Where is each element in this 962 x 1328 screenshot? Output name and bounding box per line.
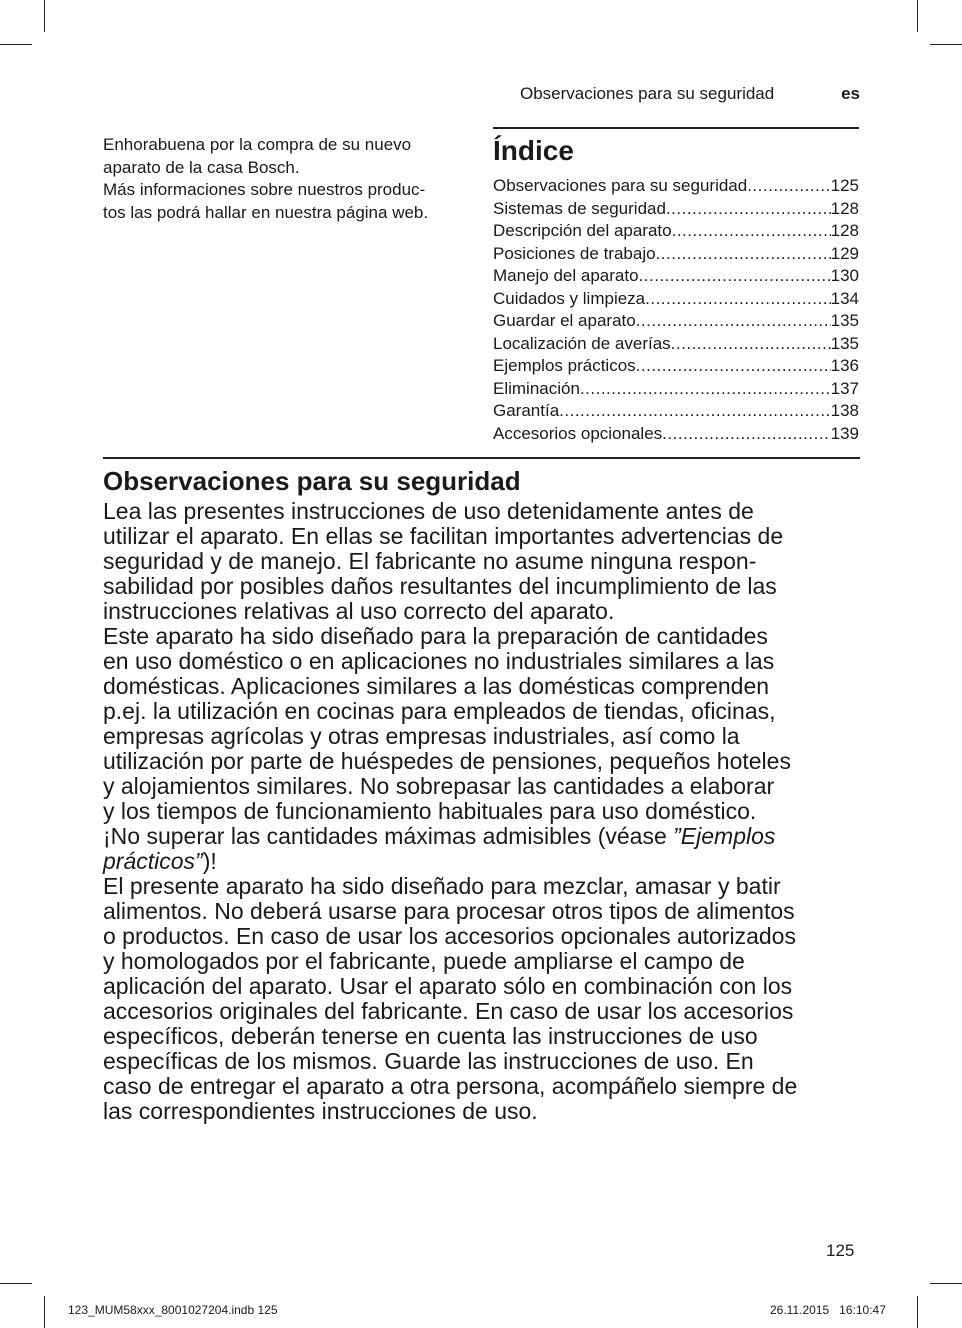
toc-entry[interactable] [493,220,859,243]
toc-entry-page: 136 [830,356,859,375]
toc-leader-dots [662,423,830,446]
toc-entry[interactable] [493,423,859,446]
cross-reference: ”Ejemplos [673,823,776,849]
toc-entry-label: Cuidados y limpieza [493,288,646,308]
section-title: Observaciones para su seguridad [103,466,521,496]
toc-leader-dots [645,288,830,311]
toc-entry-label: Accesorios opcionales [493,423,663,443]
body-line: y alojamientos similares. No sobrepasar las cantidades a elaborar [103,773,775,799]
toc-entry-page: 138 [830,401,859,420]
crop-mark [44,0,45,32]
toc-entry-page: 130 [830,266,859,285]
body-line [103,849,860,874]
toc-leader-dots [636,355,831,378]
header-language-code: es [841,84,860,103]
section-rule [103,457,860,459]
toc-entry-page: 135 [830,311,859,330]
warning-text: ¡No superar las cantidades máximas admisibles (véase [103,823,674,849]
toc-leader-dots [559,400,830,423]
intro-line: tos las podrá hallar en nuestra página web. [103,202,429,222]
intro-text [103,134,473,224]
header-section-title: Observaciones para su seguridad [520,84,775,103]
toc-entry-page: 137 [830,378,859,398]
toc-leader-dots [671,333,831,356]
body-line: seguridad y de manejo. El fabricante no asume ninguna respon- [103,548,757,574]
toc-leader-dots [636,310,831,333]
toc-entry-label: Sistemas de seguridad [493,198,666,218]
toc-entry[interactable] [493,333,859,356]
body-line: específicos, deberán tenerse en cuenta las instrucciones de uso [103,1023,758,1049]
body-line: utilización por parte de huéspedes de pensiones, pequeños hoteles [103,748,791,774]
toc-entry[interactable] [493,378,859,401]
footer-timestamp: 26.11.2015 16:10:47 [770,1303,886,1317]
page-number: 125 [826,1241,855,1260]
toc-entry-label: Guardar el aparato [493,311,636,330]
body-line: accesorios originales del fabricante. En caso de usar los accesorios [103,998,794,1024]
body-line: p.ej. la utilización en cocinas para empleados de tiendas, oficinas, [103,698,776,724]
body-line: empresas agrícolas y otras empresas industriales, así como la [103,723,740,749]
cross-reference: prácticos” [103,848,203,874]
body-line: aplicación del aparato. Usar el aparato sólo en combinación con los [103,973,793,999]
body-line: caso de entregar el aparato a otra persona, acompáñelo siempre de [103,1073,798,1099]
crop-mark [930,1283,962,1284]
body-line: instrucciones relativas al uso correcto del aparato. [103,598,615,624]
toc-entry[interactable] [493,243,859,266]
crop-mark [0,1283,32,1284]
body-line: utilizar el aparato. En ellas se facilitan importantes advertencias de [103,523,784,549]
crop-mark [44,1296,45,1328]
toc-leader-dots [747,175,830,198]
toc-entry-label: Descripción del aparato [493,221,672,240]
toc-entry[interactable] [493,355,859,378]
body-line: domésticas. Aplicaciones similares a las domésticas comprenden [103,673,770,699]
toc-entry-label: Manejo del aparato [493,266,639,285]
body-line: las correspondientes instrucciones de uso. [103,1098,538,1124]
intro-line: Más informaciones sobre nuestros produc- [103,180,426,199]
toc-entry-page: 139 [830,423,859,443]
toc-entry[interactable] [493,198,859,221]
body-line: sabilidad por posibles daños resultantes del incumplimiento de las [103,573,777,599]
body-line: alimentos. No deberá usarse para procesar otros tipos de alimentos [103,898,795,924]
toc-leader-dots [580,378,831,401]
safety-section [103,457,860,1124]
toc-entry[interactable] [493,310,859,333]
intro-line: aparato de la casa Bosch. [103,157,300,177]
toc-list [493,175,859,445]
toc-entry-label: Posiciones de trabajo [493,243,656,263]
toc-entry-label: Eliminación [493,378,580,398]
toc-leader-dots [639,265,831,288]
table-of-contents [493,127,859,445]
toc-entry-page: 135 [830,333,859,353]
intro-line: Enhorabuena por la compra de su nuevo [103,135,412,154]
toc-entry[interactable] [493,265,859,288]
toc-entry-label: Ejemplos prácticos [493,356,636,375]
toc-entry[interactable] [493,175,859,198]
footer-file-info: 123_MUM58xxx_8001027204.indb 125 [68,1303,278,1317]
toc-entry-page: 129 [830,243,859,263]
toc-entry-page: 128 [830,198,859,218]
toc-entry[interactable] [493,400,859,423]
body-line: El presente aparato ha sido diseñado para mezclar, amasar y batir [103,873,781,899]
crop-mark [930,44,962,45]
body-line: específicas de los mismos. Guarde las instrucciones de uso. En [103,1048,754,1074]
toc-rule [493,127,859,129]
body-line: Lea las presentes instrucciones de uso detenidamente antes de [103,498,754,524]
crop-mark [917,1296,918,1328]
toc-entry-label: Observaciones para su seguridad [493,176,748,195]
body-line: o productos. En caso de usar los accesorios opcionales autorizados [103,923,796,949]
body-line [103,824,860,849]
toc-entry-page: 128 [830,221,859,240]
toc-title: Índice [493,135,574,166]
toc-leader-dots [672,220,831,243]
body-line: y homologados por el fabricante, puede ampliarse el campo de [103,948,745,974]
warning-text-end: )! [202,848,217,874]
crop-mark [917,0,918,32]
body-line: Este aparato ha sido diseñado para la preparación de cantidades [103,623,768,649]
toc-leader-dots [656,243,831,266]
body-line: en uso doméstico o en aplicaciones no industriales similares a las [103,648,775,674]
crop-mark [0,44,32,45]
toc-entry-page: 134 [830,288,859,308]
toc-entry[interactable] [493,288,859,311]
body-line: y los tiempos de funcionamiento habituales para uso doméstico. [103,798,757,824]
toc-entry-label: Localización de averías [493,333,671,353]
toc-leader-dots [666,198,831,221]
toc-entry-label: Garantía [493,401,560,420]
toc-entry-page: 125 [830,176,859,195]
